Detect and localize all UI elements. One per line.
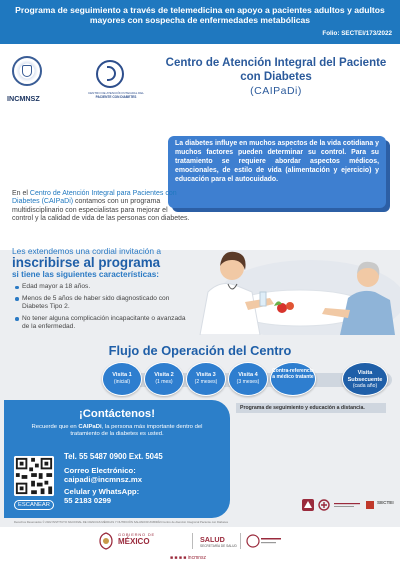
- invite-line-2: inscribirse al programa: [12, 255, 161, 270]
- flow-step-counter-referral: [270, 362, 316, 396]
- center-acronym: (CAIPaDi): [250, 85, 302, 97]
- center-title: Centro de Atención Integral del Paciente con Diabetes: [165, 57, 387, 83]
- diabetes-info-box: La diabetes influye en muchos aspectos de la vida cotidiana y muchos factores pueden determinar su control. Para su tratamiento se requiere abordar aspectos médicos, emocionales, de estilo de vida (alimentación y ejercicio) y educación para el autocuidado.: [168, 136, 386, 208]
- incmnsz-footer-logo-icon: [246, 534, 282, 548]
- qr-code-icon[interactable]: [14, 456, 54, 496]
- step-sub: (inicial): [113, 378, 131, 385]
- twitter-icon[interactable]: ■: [174, 555, 178, 561]
- instagram-icon[interactable]: ■: [183, 555, 187, 561]
- salud-sub: SECRETARÍA DE SALUD: [200, 544, 237, 548]
- requirements-list: [14, 283, 190, 335]
- social-handle: incmnsz: [187, 555, 207, 561]
- invitation: [12, 246, 212, 280]
- contact-phone[interactable]: Tel. 55 5487 0900 Ext. 5045: [64, 452, 163, 461]
- contact-panel: [4, 400, 230, 518]
- intro-paragraph: [12, 190, 190, 224]
- intro-prefix: En el: [12, 190, 30, 197]
- caipadi-logo-icon: [96, 60, 124, 88]
- flow-step-subsequent: [342, 362, 388, 396]
- footer: [0, 527, 400, 566]
- logo-text-line1: CENTRO DE ATENCIÓN INTEGRAL DEL: [87, 91, 144, 95]
- logo-text-line2: PACIENTE CON DIABETES: [95, 94, 137, 99]
- program-note: Programa de seguimiento y educación a distancia.: [236, 403, 386, 413]
- step-label: Visita 1: [112, 372, 132, 378]
- mexico-label: MÉXICO: [118, 537, 150, 546]
- contact-desc-pre: Recuerde que en: [31, 424, 79, 430]
- contact-email[interactable]: caipadi@incmnsz.mx: [64, 475, 142, 484]
- flow-step-3: [186, 362, 226, 396]
- requirement-item: Edad mayor a 18 años.: [14, 283, 190, 291]
- contact-description: [22, 424, 212, 438]
- youtube-icon[interactable]: ■: [178, 555, 182, 561]
- header-banner: [0, 0, 400, 44]
- salud-label: SALUD: [200, 535, 225, 544]
- contact-cell[interactable]: 55 2183 0299: [64, 496, 112, 505]
- contact-desc-bold: CAIPaDi: [78, 424, 102, 430]
- step-label: Contra-referencia a médico tratante: [272, 368, 314, 380]
- social-links[interactable]: [170, 555, 206, 561]
- header-title: Programa de seguimiento a través de telemedicina en apoyo a pacientes adultos y adultos mayores con sospecha de enfermedades metabólicas: [15, 5, 385, 25]
- flow-step-2: [144, 362, 184, 396]
- rights-notice: Derechos Reservados © 2022 INSTITUTO NACIONAL DE CIENCIAS MÉDICAS Y NUTRICIÓN SALVADOR ZUBIRÁN Centro de Atención Integral al Paciente con Diabetes: [14, 520, 229, 524]
- consultation-illustration: [190, 230, 400, 335]
- intro-highlight: Centro de Atención Integral para Pacientes con Diabetes (CAIPaDi): [12, 190, 177, 206]
- step-sub: (2 meses): [194, 378, 218, 385]
- gob-label: GOBIERNO DE: [118, 532, 156, 537]
- step-sub: (1 mes): [155, 378, 173, 385]
- government-shield-icon: [98, 532, 114, 550]
- salud-logo: [200, 535, 237, 548]
- requirement-item: No tener alguna complicación incapacitante o avanzada de la enfermedad.: [14, 315, 190, 331]
- step-label: Visita 3: [196, 372, 216, 378]
- scan-label: ESCANEAR: [14, 500, 54, 510]
- contact-title: ¡Contáctenos!: [79, 408, 155, 420]
- incmnsz-seal-icon: [12, 56, 42, 86]
- step-label: Visita Subsecuente: [347, 370, 383, 383]
- intro-suffix: contamos con un programa multidisciplinario con especialistas para mejorar el control y la calidad de vida de las personas con diabetes.: [12, 198, 190, 223]
- government-logo: [118, 532, 155, 546]
- facebook-icon[interactable]: ■: [170, 555, 174, 561]
- step-sub: (3 meses): [236, 378, 260, 385]
- footer-divider: [240, 533, 241, 549]
- folio-number: Folio: SECTEI/173/2022: [322, 30, 392, 37]
- step-label: Visita 4: [238, 372, 258, 378]
- requirement-item: Menos de 5 años de haber sido diagnosticado con Diabetes Tipo 2.: [14, 295, 190, 311]
- step-sub: (cada año): [352, 383, 378, 390]
- footer-divider: [192, 533, 193, 549]
- flow-step-4: [228, 362, 268, 396]
- caipadi-logo-text: [78, 92, 154, 99]
- institution-name: INCMNSZ: [7, 94, 40, 103]
- cell-label: Celular y WhatsApp:: [64, 487, 140, 496]
- step-label: Visita 2: [154, 372, 174, 378]
- sectei-label: SECTEI: [377, 500, 394, 505]
- email-label: Correo Electrónico:: [64, 466, 136, 475]
- flow-title: Flujo de Operación del Centro: [108, 343, 292, 358]
- invite-line-3: si tiene las siguientes características:: [12, 270, 159, 279]
- contact-desc-post: , la persona más importante dentro del tratamiento de la diabetes es usted.: [70, 424, 203, 437]
- flow-step-1: [102, 362, 142, 396]
- invite-line-1: Les extendemos una cordial invitación a: [12, 246, 161, 256]
